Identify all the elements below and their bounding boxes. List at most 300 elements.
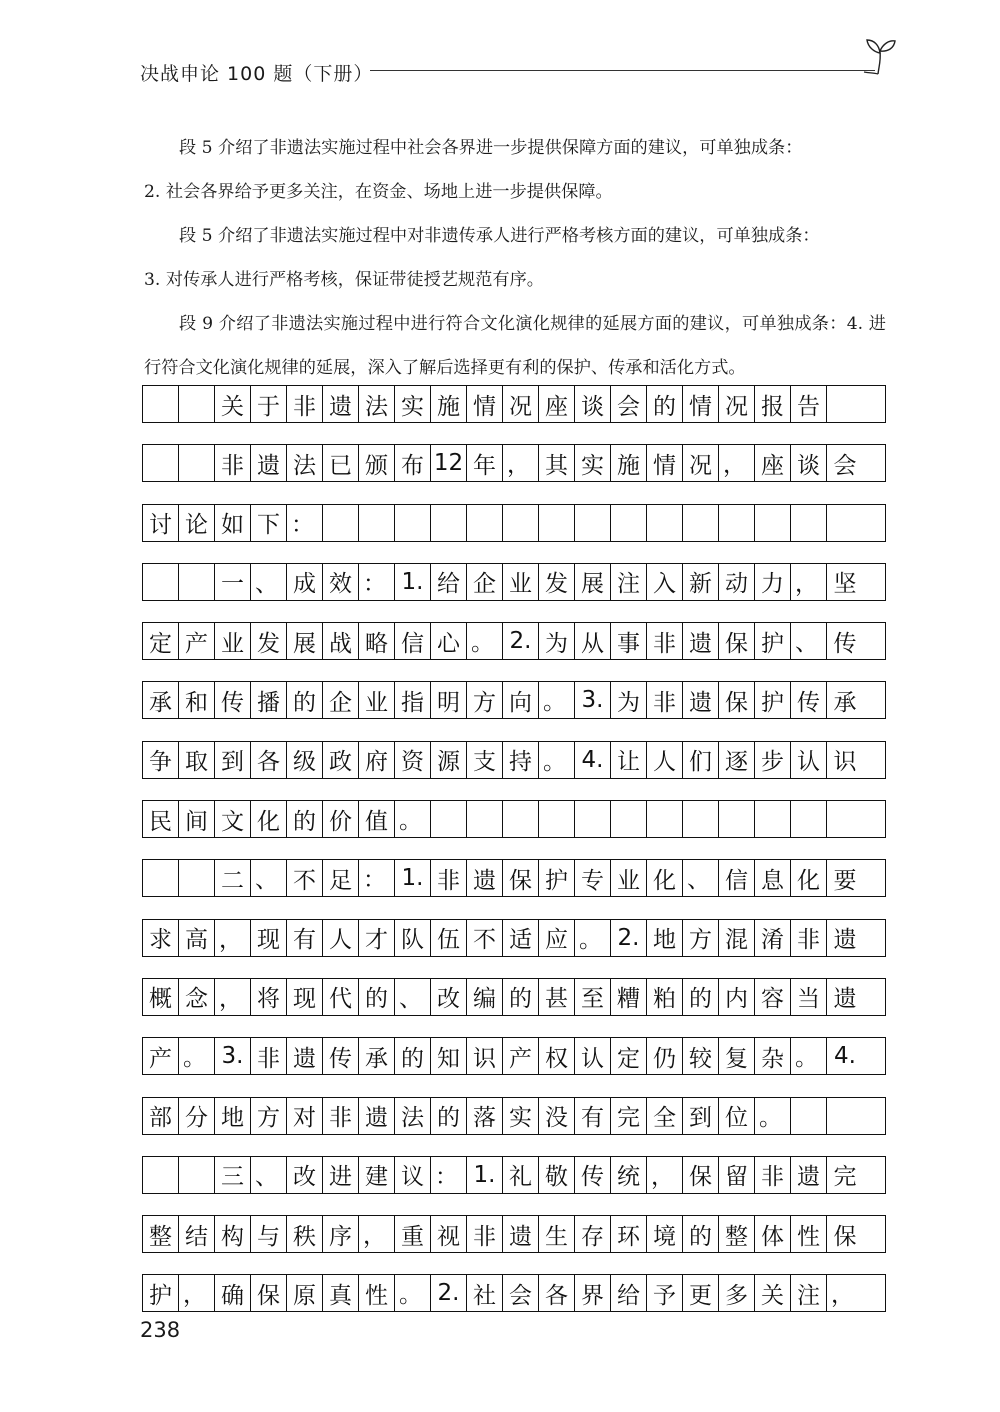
grid-cell: 逐 (719, 742, 755, 778)
grid-cell: 复 (719, 1038, 755, 1074)
grid-cell: 新 (683, 564, 719, 600)
grid-cell: 定 (143, 623, 179, 659)
grid-cell: 3. (215, 1038, 251, 1074)
grid-cell: 礼 (503, 1157, 539, 1193)
grid-cell: 略 (359, 623, 395, 659)
grid-cell: 体 (755, 1216, 791, 1252)
grid-cell (575, 801, 611, 837)
grid-cell: 遗 (323, 386, 359, 422)
grid-cell: 护 (539, 860, 575, 896)
grid-cell: 遗 (791, 1157, 827, 1193)
grid-cell (503, 505, 539, 541)
grid-cell: 效 (323, 564, 359, 600)
grid-cell: 将 (251, 979, 287, 1015)
grid-cell: 不 (467, 920, 503, 956)
grid-cell: 遗 (359, 1098, 395, 1134)
grid-cell (791, 505, 827, 541)
grid-cell: 步 (755, 742, 791, 778)
grid-cell: 间 (179, 801, 215, 837)
grid-cell: 播 (251, 682, 287, 718)
grid-cell: 存 (575, 1216, 611, 1252)
grid-cell: 生 (539, 1216, 575, 1252)
grid-cell (143, 1157, 179, 1193)
grid-cell: 三 (215, 1157, 251, 1193)
grid-cell: 给 (611, 1275, 647, 1311)
grid-cell: 改 (287, 1157, 323, 1193)
grid-cell: 非 (431, 860, 467, 896)
grid-cell: 明 (431, 682, 467, 718)
grid-cell: 的 (287, 801, 323, 837)
grid-cell: 改 (431, 979, 467, 1015)
grid-cell: 护 (143, 1275, 179, 1311)
grid-cell: 环 (611, 1216, 647, 1252)
grid-cell: 承 (833, 689, 857, 716)
grid-cell: 粕 (647, 979, 683, 1015)
grid-cell: ： (287, 505, 323, 541)
grid-cell: 论 (179, 505, 215, 541)
grid-cell: 报 (755, 386, 791, 422)
grid-cell: 编 (467, 979, 503, 1015)
grid-cell: 性 (359, 1275, 395, 1311)
grid-cell: 。 (575, 920, 611, 956)
grid-cell: 们 (683, 742, 719, 778)
grid-cell: 战 (323, 623, 359, 659)
grid-cell: 、 (251, 860, 287, 896)
grid-cell: 留 (719, 1157, 755, 1193)
grid-cell (755, 505, 791, 541)
grid-cell: 。 (179, 1038, 215, 1074)
grid-cell: 统 (611, 1157, 647, 1193)
grid-cell: 2. (611, 920, 647, 956)
grid-row (142, 859, 886, 897)
grid-cell: 。 (791, 1038, 827, 1074)
grid-cell: 认 (575, 1038, 611, 1074)
grid-cell: 化 (251, 801, 287, 837)
grid-row (142, 1097, 886, 1135)
grid-cell: ： (359, 860, 395, 896)
grid-cell: 对 (287, 1098, 323, 1134)
grid-cell: 信 (719, 860, 755, 896)
grid-cell: 事 (611, 623, 647, 659)
grid-cell: 定 (611, 1038, 647, 1074)
grid-cell (143, 564, 179, 600)
grid-cell: 视 (431, 1216, 467, 1252)
grid-cell: 的 (683, 1216, 719, 1252)
grid-cell (503, 801, 539, 837)
grid-cell (143, 386, 179, 422)
grid-cell (683, 505, 719, 541)
grid-cell: 争 (143, 742, 179, 778)
grid-cell: 代 (323, 979, 359, 1015)
grid-cell: 注 (791, 1275, 827, 1311)
grid-cell: 入 (647, 564, 683, 600)
grid-cell: 敬 (539, 1157, 575, 1193)
grid-cell: 让 (611, 742, 647, 778)
grid-cell: 为 (611, 682, 647, 718)
grid-cell: 、 (683, 860, 719, 896)
grid-cell: 会 (833, 452, 857, 479)
grid-cell: 讨 (143, 505, 179, 541)
grid-cell: 从 (575, 623, 611, 659)
grid-cell: 12 (431, 445, 467, 481)
grid-cell: 现 (287, 979, 323, 1015)
grid-cell: 混 (719, 920, 755, 956)
grid-cell: 秩 (287, 1216, 323, 1252)
grid-cell: 非 (467, 1216, 503, 1252)
grid-cell: 应 (539, 920, 575, 956)
grid-cell: 展 (575, 564, 611, 600)
grid-cell: 有 (287, 920, 323, 956)
grid-cell: 施 (611, 445, 647, 481)
grid-cell: 业 (215, 623, 251, 659)
grid-cell: 取 (179, 742, 215, 778)
grid-cell: 企 (467, 564, 503, 600)
grid-cell: 会 (611, 386, 647, 422)
grid-cell: 遗 (683, 682, 719, 718)
grid-cell: 非 (647, 682, 683, 718)
grid-cell: 遗 (833, 986, 857, 1013)
grid-cell: 位 (719, 1098, 755, 1134)
grid-cell: 其 (539, 445, 575, 481)
grid-cell (467, 505, 503, 541)
grid-cell: 产 (143, 1038, 179, 1074)
grid-cell: ， (791, 564, 827, 600)
grid-cell: 情 (683, 386, 719, 422)
grid-cell: 非 (215, 445, 251, 481)
grid-cell: 地 (215, 1098, 251, 1134)
grid-cell: 不 (287, 860, 323, 896)
grid-cell: 部 (143, 1098, 179, 1134)
grid-cell: 民 (143, 801, 179, 837)
grid-cell: 非 (755, 1157, 791, 1193)
grid-cell: 持 (503, 742, 539, 778)
grid-cell: 的 (287, 682, 323, 718)
grid-cell: 业 (359, 682, 395, 718)
grid-cell: 动 (719, 564, 755, 600)
grid-cell (719, 801, 755, 837)
grid-cell: ： (431, 1157, 467, 1193)
grid-cell: 传 (791, 682, 827, 718)
grid-cell: 高 (179, 920, 215, 956)
grid-cell: 。 (755, 1098, 791, 1134)
grid-cell: 非 (287, 386, 323, 422)
grid-cell: 座 (539, 386, 575, 422)
grid-cell (179, 386, 215, 422)
grid-cell: 保 (719, 682, 755, 718)
grid-row (142, 504, 886, 542)
grid-cell: 内 (719, 979, 755, 1015)
grid-cell: 社 (467, 1275, 503, 1311)
grid-cell: 实 (575, 445, 611, 481)
grid-cell: 展 (287, 623, 323, 659)
grid-cell: 保 (719, 623, 755, 659)
grid-cell: 年 (467, 445, 503, 481)
grid-cell: 护 (755, 682, 791, 718)
grid-cell: 完 (833, 1164, 857, 1191)
grid-cell: 保 (833, 1223, 857, 1250)
grid-cell: 知 (431, 1038, 467, 1074)
grid-cell: 3. (575, 682, 611, 718)
grid-row (142, 1274, 886, 1312)
grid-cell: 业 (611, 860, 647, 896)
grid-cell: 为 (539, 623, 575, 659)
grid-cell: 传 (575, 1157, 611, 1193)
grid-cell (755, 801, 791, 837)
grid-cell: 保 (683, 1157, 719, 1193)
grid-cell: 文 (215, 801, 251, 837)
header-rule (370, 70, 875, 71)
grid-cell: 现 (251, 920, 287, 956)
grid-cell: 序 (323, 1216, 359, 1252)
grid-cell: ， (831, 1282, 854, 1309)
grid-cell (719, 505, 755, 541)
grid-cell: 界 (575, 1275, 611, 1311)
grid-cell (827, 1098, 863, 1134)
grid-cell: 整 (143, 1216, 179, 1252)
grid-cell: 非 (647, 623, 683, 659)
grid-cell: 的 (647, 386, 683, 422)
body-paragraph: 段 5 介绍了非遗法实施过程中社会各界进一步提供保障方面的建议，可单独成条： (179, 138, 803, 158)
grid-cell: 糟 (611, 979, 647, 1015)
grid-cell: 实 (395, 386, 431, 422)
grid-cell (359, 505, 395, 541)
grid-cell: 与 (251, 1216, 287, 1252)
grid-cell: 、 (791, 623, 827, 659)
grid-cell: 发 (251, 623, 287, 659)
grid-cell: ， (359, 1216, 395, 1252)
grid-cell (611, 801, 647, 837)
body-text (144, 126, 886, 390)
grid-cell: 多 (719, 1275, 755, 1311)
grid-cell: 人 (323, 920, 359, 956)
grid-cell: 况 (719, 386, 755, 422)
grid-cell (539, 801, 575, 837)
grid-cell: 座 (755, 445, 791, 481)
grid-row (142, 1215, 886, 1253)
grid-cell (395, 505, 431, 541)
grid-cell: 关 (755, 1275, 791, 1311)
grid-cell: 非 (323, 1098, 359, 1134)
grid-cell (683, 801, 719, 837)
grid-cell: 如 (215, 505, 251, 541)
grid-cell: 的 (359, 979, 395, 1015)
grid-cell: 、 (251, 1157, 287, 1193)
grid-cell: 地 (647, 920, 683, 956)
grid-cell: 整 (719, 1216, 755, 1252)
grid-cell: ， (215, 979, 251, 1015)
grid-cell (179, 1157, 215, 1193)
grid-cell: 人 (647, 742, 683, 778)
grid-row (142, 978, 886, 1016)
grid-cell: 权 (539, 1038, 575, 1074)
grid-cell: 容 (755, 979, 791, 1015)
grid-cell: 到 (683, 1098, 719, 1134)
grid-cell: 二 (215, 860, 251, 896)
grid-cell: 的 (683, 979, 719, 1015)
grid-cell: 4. (834, 1043, 856, 1070)
grid-row (142, 622, 886, 660)
grid-cell: 概 (143, 979, 179, 1015)
grid-cell (827, 505, 863, 541)
grid-cell: 政 (323, 742, 359, 778)
grid-cell: 议 (395, 1157, 431, 1193)
grid-cell: 有 (575, 1098, 611, 1134)
grid-cell: 、 (251, 564, 287, 600)
grid-cell: 2. (431, 1275, 467, 1311)
grid-cell: 适 (503, 920, 539, 956)
grid-cell: 颁 (359, 445, 395, 481)
grid-cell: 法 (287, 445, 323, 481)
grid-cell: 至 (575, 979, 611, 1015)
grid-cell: 化 (647, 860, 683, 896)
grid-cell: 护 (755, 623, 791, 659)
grid-cell (179, 564, 215, 600)
page-number: 238 (140, 1318, 181, 1342)
grid-cell: 力 (755, 564, 791, 600)
grid-cell: 注 (611, 564, 647, 600)
grid-cell: 传 (215, 682, 251, 718)
grid-cell: ， (719, 445, 755, 481)
body-paragraph: 2. 社会各界给予更多关注，在资金、场地上进一步提供保障。 (144, 182, 613, 202)
grid-cell: 业 (503, 564, 539, 600)
grid-cell: 给 (431, 564, 467, 600)
body-paragraph: 段 9 介绍了非遗法实施过程中进行符合文化演化规律的延展方面的建议，可单独成条：4. 进行符合文化演化规律的延展，深入了解后选择更有利的保护、传承和活化方式。 (144, 314, 886, 378)
grid-cell: 各 (251, 742, 287, 778)
grid-cell: 重 (395, 1216, 431, 1252)
grid-cell: 保 (251, 1275, 287, 1311)
grid-cell: 原 (287, 1275, 323, 1311)
grid-cell: 况 (503, 386, 539, 422)
grid-cell: 甚 (539, 979, 575, 1015)
grid-cell: 谈 (575, 386, 611, 422)
grid-cell (323, 505, 359, 541)
grid-cell: 建 (359, 1157, 395, 1193)
grid-row (142, 563, 886, 601)
grid-cell: 的 (431, 1098, 467, 1134)
grid-cell: 结 (179, 1216, 215, 1252)
grid-cell: 下 (251, 505, 287, 541)
grid-cell: 情 (467, 386, 503, 422)
grid-cell: 。 (395, 1275, 431, 1311)
grid-cell: 性 (791, 1216, 827, 1252)
grid-cell: 全 (647, 1098, 683, 1134)
grid-cell: 1. (395, 564, 431, 600)
grid-cell: 保 (503, 860, 539, 896)
grid-row (142, 1156, 886, 1194)
grid-cell: 产 (179, 623, 215, 659)
grid-cell: 关 (215, 386, 251, 422)
grid-cell: 完 (611, 1098, 647, 1134)
grid-cell: ， (215, 920, 251, 956)
grid-cell: 杂 (755, 1038, 791, 1074)
grid-cell: 况 (683, 445, 719, 481)
grid-cell: 更 (683, 1275, 719, 1311)
grid-cell (611, 505, 647, 541)
page-header (0, 0, 1000, 100)
grid-cell: 念 (179, 979, 215, 1015)
grid-cell: 淆 (755, 920, 791, 956)
answer-grid (142, 385, 886, 1334)
grid-cell (431, 801, 467, 837)
grid-cell: 情 (647, 445, 683, 481)
grid-row (142, 681, 886, 719)
grid-cell: 遗 (251, 445, 287, 481)
grid-cell: 进 (323, 1157, 359, 1193)
grid-cell: 构 (215, 1216, 251, 1252)
grid-cell: 成 (287, 564, 323, 600)
grid-cell: 息 (755, 860, 791, 896)
grid-row (142, 1037, 886, 1075)
grid-cell: 传 (323, 1038, 359, 1074)
grid-cell: 告 (791, 386, 827, 422)
grid-cell: 求 (143, 920, 179, 956)
grid-cell (647, 801, 683, 837)
grid-row (142, 741, 886, 779)
grid-cell (827, 386, 863, 422)
grid-cell: 。 (395, 801, 431, 837)
grid-cell: 已 (323, 445, 359, 481)
grid-cell: 4. (575, 742, 611, 778)
grid-cell: 遗 (287, 1038, 323, 1074)
grid-cell: 遗 (467, 860, 503, 896)
grid-cell: 2. (503, 623, 539, 659)
grid-cell: 仍 (647, 1038, 683, 1074)
grid-cell: 非 (791, 920, 827, 956)
grid-cell: 发 (539, 564, 575, 600)
grid-cell: 资 (395, 742, 431, 778)
grid-cell: 确 (215, 1275, 251, 1311)
grid-cell: 足 (323, 860, 359, 896)
grid-cell: 各 (539, 1275, 575, 1311)
grid-cell: 承 (143, 682, 179, 718)
grid-cell: 识 (467, 1038, 503, 1074)
grid-row (142, 800, 886, 838)
grid-cell (143, 445, 179, 481)
grid-cell: 较 (683, 1038, 719, 1074)
grid-cell: 境 (647, 1216, 683, 1252)
grid-cell: 坚 (833, 571, 857, 598)
body-paragraph: 3. 对传承人进行严格考核，保证带徒授艺规范有序。 (144, 270, 544, 290)
grid-row (142, 385, 886, 423)
grid-cell: 化 (791, 860, 827, 896)
grid-cell: 。 (539, 682, 575, 718)
grid-cell: 法 (359, 386, 395, 422)
grid-cell: 才 (359, 920, 395, 956)
grid-cell: ， (503, 445, 539, 481)
grid-cell: ： (359, 564, 395, 600)
grid-cell: 要 (833, 867, 857, 894)
grid-cell: 到 (215, 742, 251, 778)
sprout-icon (862, 36, 898, 76)
grid-cell: 源 (431, 742, 467, 778)
grid-cell: 向 (503, 682, 539, 718)
grid-cell: 、 (395, 979, 431, 1015)
grid-cell: 传 (833, 630, 857, 657)
grid-cell: 队 (395, 920, 431, 956)
grid-cell: 企 (323, 682, 359, 718)
grid-cell: 1. (395, 860, 431, 896)
grid-row (142, 444, 886, 482)
grid-cell: 分 (179, 1098, 215, 1134)
grid-cell: 遗 (683, 623, 719, 659)
grid-cell: 。 (539, 742, 575, 778)
grid-cell: 价 (323, 801, 359, 837)
grid-cell (791, 801, 827, 837)
grid-cell: 真 (323, 1275, 359, 1311)
grid-cell: ， (179, 1275, 215, 1311)
grid-cell (575, 505, 611, 541)
grid-cell: 布 (395, 445, 431, 481)
